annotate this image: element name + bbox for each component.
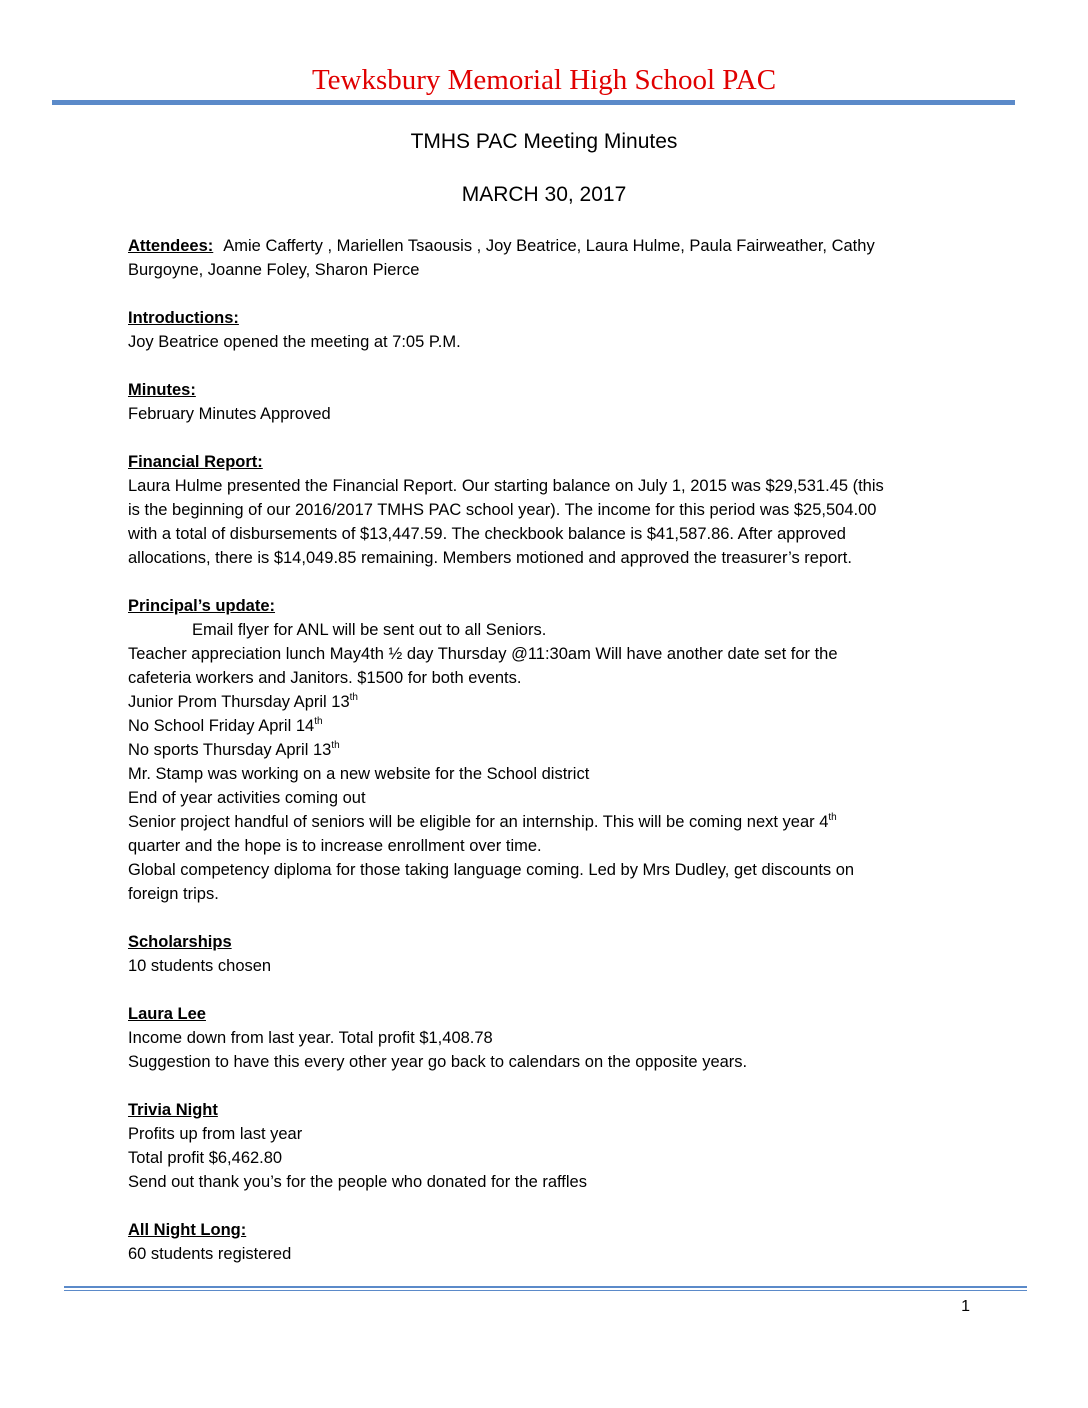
principal-item: Teacher appreciation lunch May4th ½ day Thursday @11:30am Will have another date set for the <box>128 645 838 663</box>
principal-item: cafeteria workers and Janitors. $1500 for both events. <box>128 669 522 687</box>
financial-text-line: Laura Hulme presented the Financial Report. Our starting balance on July 1, 2015 was $29,531.45 (this <box>128 477 884 495</box>
principal-item: End of year activities coming out <box>128 789 366 807</box>
scholarships-section <box>128 930 968 978</box>
trivia-section <box>128 1098 968 1194</box>
financial-text-line: allocations, there is $14,049.85 remaining. Members motioned and approved the treasurer’s report. <box>128 549 852 567</box>
laura-lee-text: Suggestion to have this every other year go back to calendars on the opposite years. <box>128 1053 748 1071</box>
introductions-text: Joy Beatrice opened the meeting at 7:05 P.M. <box>128 333 461 351</box>
trivia-text: Profits up from last year <box>128 1125 303 1143</box>
principal-item: Email flyer for ANL will be sent out to all Seniors. <box>192 621 547 639</box>
page-number: 1 <box>961 1298 970 1315</box>
financial-heading: Financial Report: <box>128 453 263 471</box>
meeting-date: MARCH 30, 2017 <box>461 183 627 206</box>
trivia-text: Send out thank you’s for the people who donated for the raffles <box>128 1173 587 1191</box>
footer-rule <box>64 1290 1027 1291</box>
principal-item: Junior Prom Thursday April 13th <box>128 692 358 711</box>
footer-rule <box>64 1286 1027 1288</box>
financial-text-line: with a total of disbursements of $13,447.59. The checkbook balance is $41,587.86. After approved <box>128 525 846 543</box>
scholarships-text: 10 students chosen <box>128 957 272 975</box>
laura-lee-section <box>128 1002 968 1074</box>
minutes-heading: Minutes: <box>128 381 196 399</box>
introductions-section <box>128 306 968 354</box>
financial-text-line: is the beginning of our 2016/2017 TMHS PAC school year). The income for this period was $25,504.00 <box>128 501 877 519</box>
principal-section <box>128 594 968 906</box>
laura-lee-text: Income down from last year. Total profit $1,408.78 <box>128 1029 493 1047</box>
attendees-section <box>128 234 968 282</box>
principal-item: foreign trips. <box>128 885 219 903</box>
principal-item: Global competency diploma for those taking language coming. Led by Mrs Dudley, get discounts on <box>128 861 855 879</box>
header-rule <box>52 100 1015 105</box>
all-night-long-section <box>128 1218 968 1266</box>
laura-lee-heading: Laura Lee <box>128 1005 206 1023</box>
introductions-heading: Introductions: <box>128 309 239 327</box>
principal-item: Senior project handful of seniors will be eligible for an internship. This will be coming next year 4th <box>128 812 837 831</box>
trivia-heading: Trivia Night <box>128 1101 218 1119</box>
principal-heading: Principal’s update: <box>128 597 276 615</box>
trivia-text: Total profit $6,462.80 <box>128 1149 283 1167</box>
minutes-body <box>128 234 968 1290</box>
all-night-long-heading: All Night Long: <box>128 1221 247 1239</box>
scholarships-heading: Scholarships <box>128 933 232 951</box>
principal-item: No School Friday April 14th <box>128 716 323 735</box>
ordinal-suffix: th <box>349 692 358 703</box>
principal-item: No sports Thursday April 13th <box>128 740 340 759</box>
minutes-text: February Minutes Approved <box>128 405 331 423</box>
attendees-heading: Attendees: <box>128 237 214 255</box>
principal-item: Mr. Stamp was working on a new website for the School district <box>128 765 590 783</box>
document-title: TMHS PAC Meeting Minutes <box>410 130 678 153</box>
financial-section <box>128 450 968 570</box>
header-title: Tewksbury Memorial High School PAC <box>311 64 777 96</box>
attendees-list-line: Burgoyne, Joanne Foley, Sharon Pierce <box>128 261 420 279</box>
minutes-section <box>128 378 968 426</box>
ordinal-suffix: th <box>331 740 340 751</box>
attendees-list-line: Amie Cafferty , Mariellen Tsaousis , Joy Beatrice, Laura Hulme, Paula Fairweather, Cathy <box>223 237 875 255</box>
principal-item: quarter and the hope is to increase enrollment over time. <box>128 837 542 855</box>
ordinal-suffix: th <box>828 812 837 823</box>
all-night-long-text: 60 students registered <box>128 1245 292 1263</box>
ordinal-suffix: th <box>314 716 323 727</box>
